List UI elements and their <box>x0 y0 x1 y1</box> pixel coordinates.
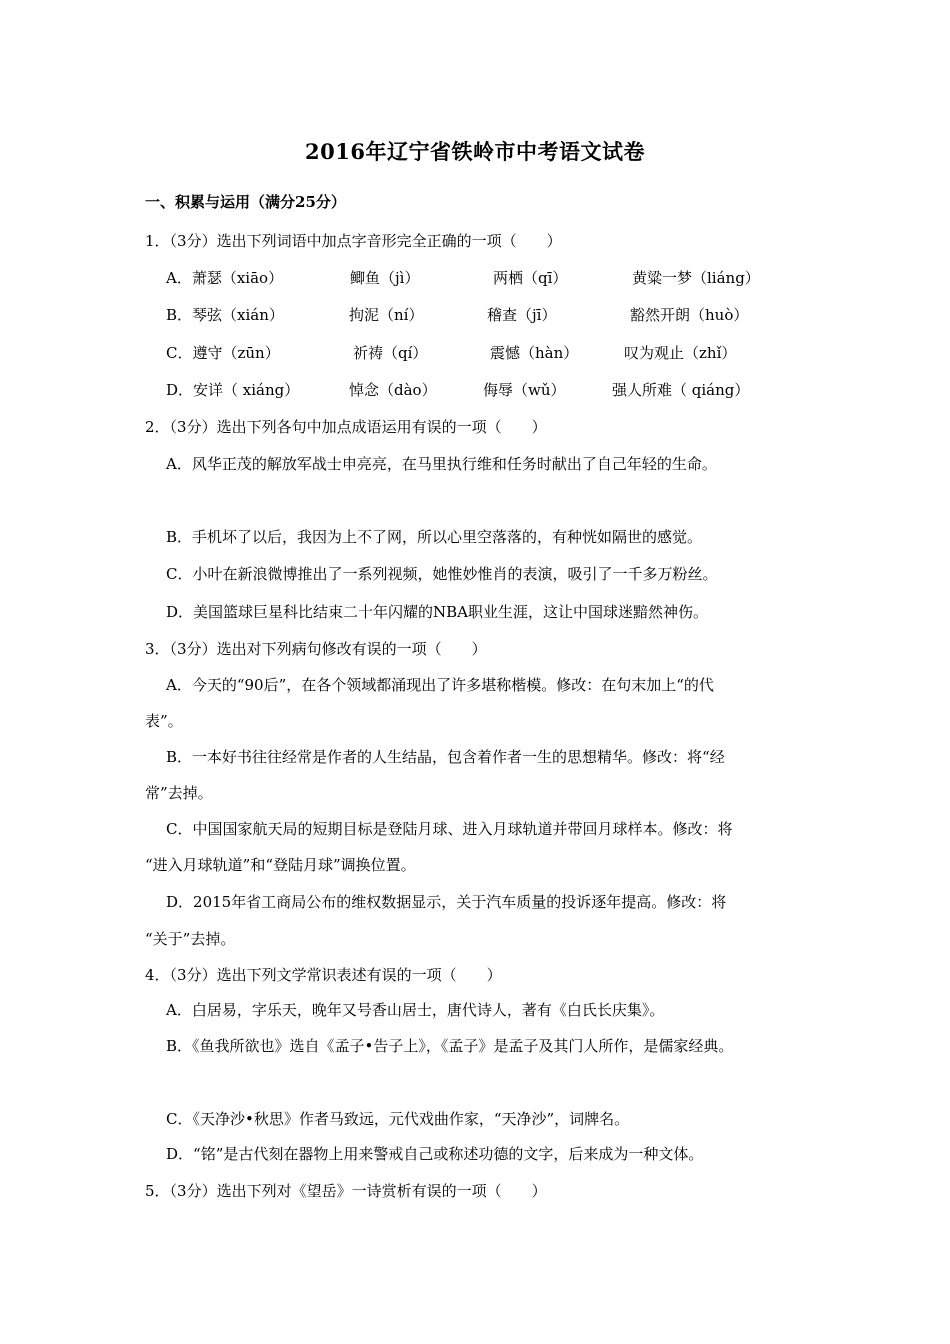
option-item: 侮辱（wǔ） <box>483 381 566 399</box>
question-1-option-d <box>0 379 950 401</box>
section-heading: 一、积累与运用（满分25分） <box>145 193 346 211</box>
question-4-option-c: C．《天净沙•秋思》作者马致远，元代戏曲作家，“天净沙”，词牌名。 <box>166 1110 630 1128</box>
question-1-option-a <box>0 267 950 289</box>
question-3-option-d: D．2015年省工商局公布的维权数据显示，关于汽车质量的投诉逐年提高。修改：将 <box>166 893 727 911</box>
option-item: 鲫鱼（jì） <box>350 269 420 287</box>
question-5-stem: 5．（3分）选出下列对《望岳》一诗赏析有误的一项（ ） <box>145 1182 547 1200</box>
option-item: 稽查（jī） <box>487 306 557 324</box>
question-2-option-c: C．小叶在新浪微博推出了一系列视频，她惟妙惟肖的表演，吸引了一千多万粉丝。 <box>166 565 718 583</box>
question-3-option-b: B．一本好书往往经常是作者的人生结晶，包含着作者一生的思想精华。修改：将“经 <box>166 748 725 766</box>
option-item: 祈祷（qí） <box>353 344 428 362</box>
question-3-option-c: C．中国国家航天局的短期目标是登陆月球、进入月球轨道并带回月球样本。修改：将 <box>166 820 733 838</box>
option-item: 拘泥（ní） <box>349 306 424 324</box>
option-item: C．遵守（zūn） <box>166 344 280 362</box>
question-2-option-a: A．风华正茂的解放军战士申亮亮，在马里执行维和任务时献出了自己年轻的生命。 <box>166 455 717 473</box>
question-4-option-a: A．白居易，字乐天，晚年又号香山居士，唐代诗人，著有《白氏长庆集》。 <box>166 1001 665 1019</box>
question-3-option-b-cont: 常”去掉。 <box>145 784 213 802</box>
option-item: 黄粱一梦（liáng） <box>632 269 760 287</box>
question-1-stem: 1．（3分）选出下列词语中加点字音形完全正确的一项（ ） <box>145 232 562 250</box>
question-4-option-b: B．《鱼我所欲也》选自《孟子•告子上》，《孟子》是孟子及其门人所作，是儒家经典。 <box>166 1037 734 1055</box>
option-item: B．琴弦（xián） <box>166 306 284 324</box>
question-3-option-a: A．今天的“90后”，在各个领域都涌现出了许多堪称楷模。修改：在句末加上“的代 <box>166 676 714 694</box>
option-item: 叹为观止（zhǐ） <box>624 344 737 362</box>
option-item: 强人所难（ qiáng） <box>612 381 750 399</box>
exam-title: 2016年辽宁省铁岭市中考语文试卷 <box>305 139 645 164</box>
option-item: 震憾（hàn） <box>490 344 579 362</box>
question-2-option-b: B．手机坏了以后，我因为上不了网，所以心里空落落的，有种恍如隔世的感觉。 <box>166 528 703 546</box>
question-1-option-b <box>0 304 950 326</box>
option-item: 豁然开朗（huò） <box>630 306 749 324</box>
option-item: A．萧瑟（xiāo） <box>166 269 284 287</box>
question-3-option-d-cont: “关于”去掉。 <box>145 930 236 948</box>
option-item: 两栖（qī） <box>493 269 568 287</box>
question-4-option-d: D．“铭”是古代刻在器物上用来警戒自己或称述功德的文字，后来成为一种文体。 <box>166 1145 704 1163</box>
question-2-option-d: D．美国篮球巨星科比结束二十年闪耀的NBA职业生涯，这让中国球迷黯然神伤。 <box>166 603 709 621</box>
question-4-stem: 4．（3分）选出下列文学常识表述有误的一项（ ） <box>145 966 502 984</box>
question-1-option-c <box>0 342 950 364</box>
question-3-option-a-cont: 表”。 <box>145 712 183 730</box>
question-3-option-c-cont: “进入月球轨道”和“登陆月球”调换位置。 <box>145 856 416 874</box>
option-item: D．安详（ xiáng） <box>166 381 300 399</box>
question-3-stem: 3．（3分）选出对下列病句修改有误的一项（ ） <box>145 640 487 658</box>
question-2-stem: 2．（3分）选出下列各句中加点成语运用有误的一项（ ） <box>145 418 547 436</box>
option-item: 悼念（dào） <box>349 381 437 399</box>
